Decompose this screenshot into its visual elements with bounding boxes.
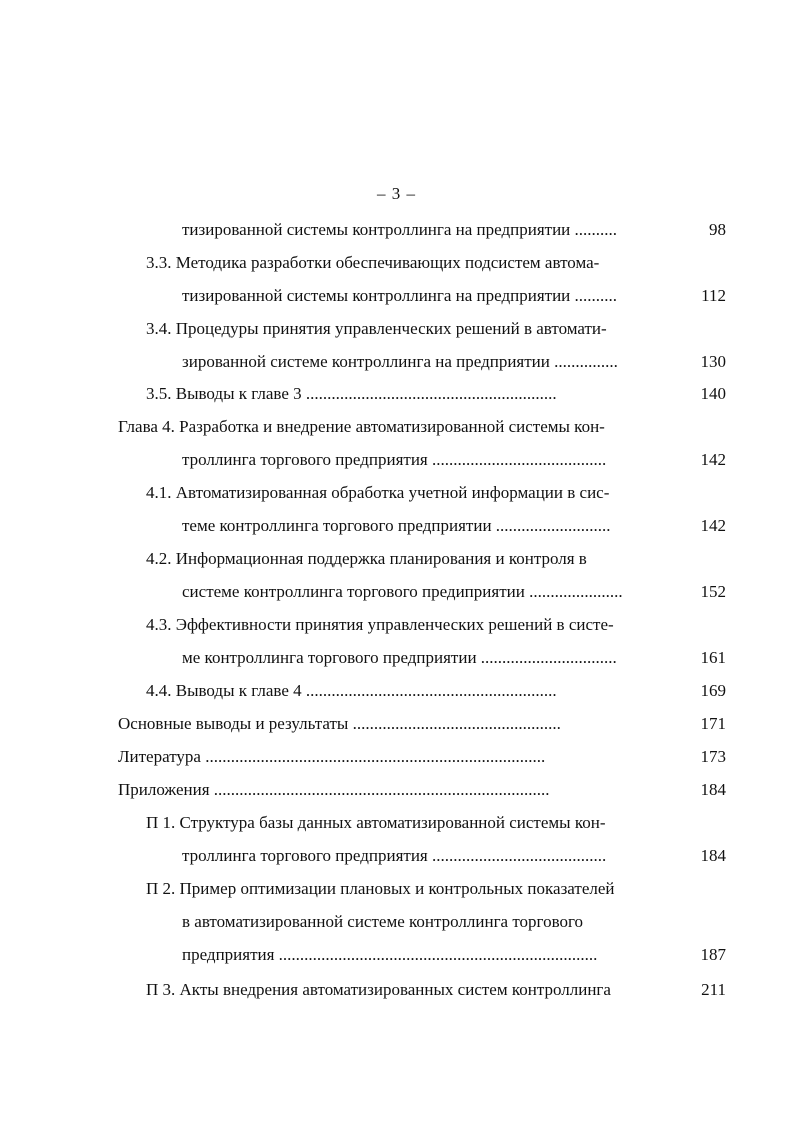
toc-page: 211	[701, 980, 726, 999]
toc-page: 171	[700, 714, 726, 733]
toc-line: 3.5. Выводы к главе 3 ...........................................................	[146, 384, 557, 403]
toc-page: 152	[700, 582, 726, 601]
toc-page: 130	[700, 352, 726, 371]
toc-page: 187	[700, 945, 726, 964]
toc-page: 142	[700, 450, 726, 469]
toc-page: 98	[709, 220, 726, 239]
toc-line: троллинга торгового предприятия .........................................	[182, 450, 607, 469]
toc-line: 4.1. Автоматизированная обработка учетной информации в сис-	[146, 483, 610, 502]
toc-line: тизированной системы контроллинга на предприятии ..........	[182, 286, 618, 305]
toc-page: 142	[700, 516, 726, 535]
toc-line: Литература ................................................................................	[118, 747, 546, 766]
toc-line: троллинга торгового предприятия .........................................	[182, 846, 607, 865]
toc-line: 4.2. Информационная поддержка планирования и контроля в	[146, 549, 587, 568]
toc-line: 4.4. Выводы к главе 4 ...........................................................	[146, 681, 557, 700]
toc-line: ме контроллинга торгового предприятии ................................	[182, 648, 617, 667]
toc-line: тизированной системы контроллинга на предприятии ..........	[182, 220, 618, 239]
toc-line: теме контроллинга торгового предприятии ...........................	[182, 516, 611, 535]
toc-line: Приложения ...............................................................................	[118, 780, 550, 799]
toc-line: 3.4. Процедуры принятия управленческих решений в автомати-	[146, 319, 607, 338]
toc-line: в автоматизированной системе контроллинга торгового	[182, 912, 584, 931]
toc-line: П 1. Структура базы данных автоматизированной системы кон-	[146, 813, 606, 832]
toc-page: 112	[701, 286, 726, 305]
page-number: – 3 –	[377, 184, 416, 203]
toc-line: зированной системе контроллинга на предприятии ...............	[182, 352, 618, 371]
toc-line: Глава 4. Разработка и внедрение автоматизированной системы кон-	[118, 417, 605, 436]
toc-line: системе контроллинга торгового предиприятии ......................	[182, 582, 623, 601]
toc-line: 4.3. Эффективности принятия управленческих решений в систе-	[146, 615, 614, 634]
toc-page: 184	[700, 780, 726, 799]
toc-page: 169	[700, 681, 726, 700]
toc-line: П 2. Пример оптимизации плановых и контрольных показателей	[146, 879, 615, 898]
toc-page: 184	[700, 846, 726, 865]
toc-line: предприятия ...........................................................................	[182, 945, 598, 964]
toc-line: П 3. Акты внедрения автоматизированных систем контроллинга	[146, 980, 611, 999]
toc-page: 161	[700, 648, 726, 667]
toc-page: 140	[700, 384, 726, 403]
toc-line: Основные выводы и результаты .................................................	[118, 714, 561, 733]
toc-line: 3.3. Методика разработки обеспечивающих подсистем автома-	[146, 253, 600, 272]
toc-page: 173	[700, 747, 726, 766]
